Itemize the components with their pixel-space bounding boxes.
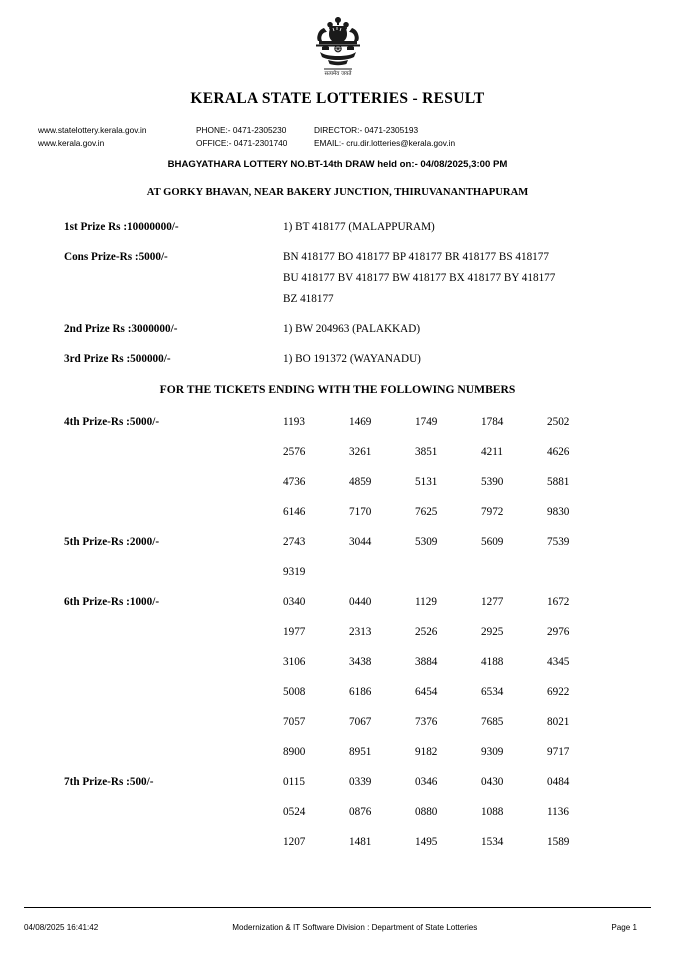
table-row (38, 707, 637, 737)
prize-label: 1st Prize Rs :10000000/- (64, 220, 179, 233)
number-cell: 1672 (547, 595, 570, 608)
number-cell: 4345 (547, 655, 570, 668)
footer-divider (24, 907, 651, 908)
number-cell: 1534 (481, 835, 504, 848)
number-cell (415, 557, 481, 587)
number-cell: 0524 (283, 805, 306, 818)
number-cell: 0430 (481, 775, 504, 788)
number-cell: 2743 (283, 535, 306, 548)
number-cell: 5131 (415, 475, 438, 488)
number-cell: 8900 (283, 745, 306, 758)
number-cell: 1277 (481, 595, 504, 608)
contact-row (38, 124, 637, 137)
prize-label: 4th Prize-Rs :5000/- (64, 415, 160, 428)
footer-department: Modernization & IT Software Division : Department of State Lotteries (232, 923, 478, 932)
number-cell: 7067 (349, 715, 372, 728)
state-emblem-icon (302, 14, 374, 83)
number-prize-groups (38, 407, 637, 857)
number-cell: 0440 (349, 595, 372, 608)
page-title: KERALA STATE LOTTERIES - RESULT (190, 90, 485, 107)
number-cells (283, 497, 637, 527)
number-cell: 4859 (349, 475, 372, 488)
prize-value: BN 418177 BO 418177 BP 418177 BR 418177 BS 418177 (283, 250, 549, 263)
number-cell: 3884 (415, 655, 438, 668)
contact-row (38, 137, 637, 150)
row-spacer (38, 311, 637, 320)
number-cell: 0339 (349, 775, 372, 788)
number-cell: 6186 (349, 685, 372, 698)
office-label: OFFICE:- 0471-2301740 (196, 137, 288, 148)
contact-block (38, 124, 637, 150)
number-cell: 6454 (415, 685, 438, 698)
table-row (38, 617, 637, 647)
number-cell: 8951 (349, 745, 372, 758)
venue-info: AT GORKY BHAVAN, NEAR BAKERY JUNCTION, THIRUVANANTHAPURAM (146, 186, 529, 198)
number-cell: 7376 (415, 715, 438, 728)
number-cell: 9309 (481, 745, 504, 758)
number-cell: 9182 (415, 745, 438, 758)
table-row (38, 467, 637, 497)
table-row (38, 587, 637, 617)
number-cell: 3044 (349, 535, 372, 548)
number-cell: 1088 (481, 805, 504, 818)
number-cell: 1749 (415, 415, 438, 428)
number-cell: 1129 (415, 595, 437, 608)
email-address[interactable]: EMAIL:- cru.dir.lotteries@kerala.gov.in (314, 137, 456, 148)
number-cell: 6146 (283, 505, 306, 518)
draw-info: BHAGYATHARA LOTTERY NO.BT-14th DRAW held on:- 04/08/2025,3:00 PM (167, 158, 508, 170)
number-cell: 0115 (283, 775, 305, 788)
number-cell: 2925 (481, 625, 504, 638)
number-cell: 0484 (547, 775, 570, 788)
prize-row-third (38, 350, 637, 369)
phone-label: PHONE:- 0471-2305230 (196, 125, 287, 135)
number-cell: 5309 (415, 535, 438, 548)
number-cell: 1469 (349, 415, 372, 428)
number-cells (283, 407, 637, 437)
number-cell: 1207 (283, 835, 306, 848)
number-cell: 6534 (481, 685, 504, 698)
table-row (38, 647, 637, 677)
number-prize-group-5th (38, 527, 637, 587)
number-cells (283, 587, 637, 617)
prize-row-cons-cont (38, 290, 637, 309)
number-cell: 7057 (283, 715, 306, 728)
number-cells (283, 617, 637, 647)
number-cell: 5609 (481, 535, 504, 548)
number-cell: 4626 (547, 445, 570, 458)
number-prize-group-4th (38, 407, 637, 527)
page-footer (24, 923, 651, 932)
table-row (38, 407, 637, 437)
svg-text:सत्यमेव जयते: सत्यमेव जयते (323, 71, 352, 77)
prize-label: 6th Prize-Rs :1000/- (64, 595, 160, 608)
row-spacer (38, 239, 637, 248)
number-cell: 2526 (415, 625, 438, 638)
number-cell: 2313 (349, 625, 372, 638)
number-cell: 3851 (415, 445, 438, 458)
number-cell: 6922 (547, 685, 570, 698)
number-cell: 7539 (547, 535, 570, 548)
number-cell: 2502 (547, 415, 570, 428)
table-row (38, 677, 637, 707)
number-cells (283, 437, 637, 467)
section-heading: FOR THE TICKETS ENDING WITH THE FOLLOWING NUMBERS (159, 382, 516, 396)
number-cell: 5881 (547, 475, 570, 488)
prize-value: 1) BO 191372 (WAYANADU) (283, 352, 421, 365)
table-row (38, 437, 637, 467)
prize-value: BZ 418177 (283, 292, 334, 305)
number-cell: 8021 (547, 715, 570, 728)
number-cell: 3106 (283, 655, 306, 668)
number-prize-group-7th (38, 767, 637, 857)
number-cell: 5390 (481, 475, 504, 488)
number-cell: 3438 (349, 655, 372, 668)
director-phone: DIRECTOR:- 0471-2305193 (314, 125, 419, 135)
table-row (38, 737, 637, 767)
row-spacer (38, 341, 637, 350)
number-cells (283, 797, 637, 827)
prize-row-first (38, 218, 637, 237)
website-link-2[interactable]: www.kerala.gov.in (38, 137, 105, 148)
number-cell: 1193 (283, 415, 305, 428)
number-cell: 1481 (349, 835, 372, 848)
footer-timestamp: 04/08/2025 16:41:42 (24, 923, 99, 932)
prize-list (38, 218, 637, 369)
number-cell: 2976 (547, 625, 570, 638)
prize-label: 7th Prize-Rs :500/- (64, 775, 154, 788)
number-cell: 5008 (283, 685, 306, 698)
number-cell (547, 557, 613, 587)
website-link-1[interactable]: www.statelottery.kerala.gov.in (38, 125, 147, 135)
number-cells (283, 467, 637, 497)
number-cells (283, 707, 637, 737)
prize-label: 2nd Prize Rs :3000000/- (64, 322, 178, 335)
number-cells (283, 677, 637, 707)
prize-row-cons-cont (38, 269, 637, 288)
number-cell: 1977 (283, 625, 306, 638)
number-cell: 4188 (481, 655, 504, 668)
number-cell: 1784 (481, 415, 504, 428)
number-cell: 7685 (481, 715, 504, 728)
prize-value: 1) BT 418177 (MALAPPURAM) (283, 220, 435, 233)
number-cells (283, 767, 637, 797)
number-cell: 1495 (415, 835, 438, 848)
number-prize-group-6th (38, 587, 637, 767)
table-row (38, 797, 637, 827)
number-cell: 3261 (349, 445, 372, 458)
table-row (38, 827, 637, 857)
number-cell: 2576 (283, 445, 306, 458)
number-cells (283, 737, 637, 767)
number-cell: 0880 (415, 805, 438, 818)
prize-row-cons (38, 248, 637, 267)
number-cell: 4211 (481, 445, 503, 458)
number-cell: 4736 (283, 475, 306, 488)
number-cell: 0340 (283, 595, 306, 608)
number-cell: 1136 (547, 805, 569, 818)
prize-row-second (38, 320, 637, 339)
number-cell: 7170 (349, 505, 372, 518)
table-row (38, 527, 637, 557)
number-cell: 0876 (349, 805, 372, 818)
number-cells (283, 527, 637, 557)
number-cells (283, 647, 637, 677)
number-cell: 7972 (481, 505, 504, 518)
number-cell: 9319 (283, 565, 306, 578)
emblem-container (38, 0, 637, 84)
table-row (38, 497, 637, 527)
footer-page-number: Page 1 (611, 923, 637, 932)
prize-value: 1) BW 204963 (PALAKKAD) (283, 322, 421, 335)
table-row (38, 557, 637, 587)
number-cell: 9830 (547, 505, 570, 518)
number-cell: 7625 (415, 505, 438, 518)
number-cell: 9717 (547, 745, 570, 758)
prize-value: BU 418177 BV 418177 BW 418177 BX 418177 BY 418177 (283, 271, 556, 284)
prize-label: 3rd Prize Rs :500000/- (64, 352, 171, 365)
number-cell: 0346 (415, 775, 438, 788)
prize-label: Cons Prize-Rs :5000/- (64, 250, 168, 263)
number-cell (349, 557, 415, 587)
table-row (38, 767, 637, 797)
number-cell: 1589 (547, 835, 570, 848)
number-cells (283, 557, 637, 587)
number-cells (283, 827, 637, 857)
prize-label: 5th Prize-Rs :2000/- (64, 535, 160, 548)
number-cell (481, 557, 547, 587)
